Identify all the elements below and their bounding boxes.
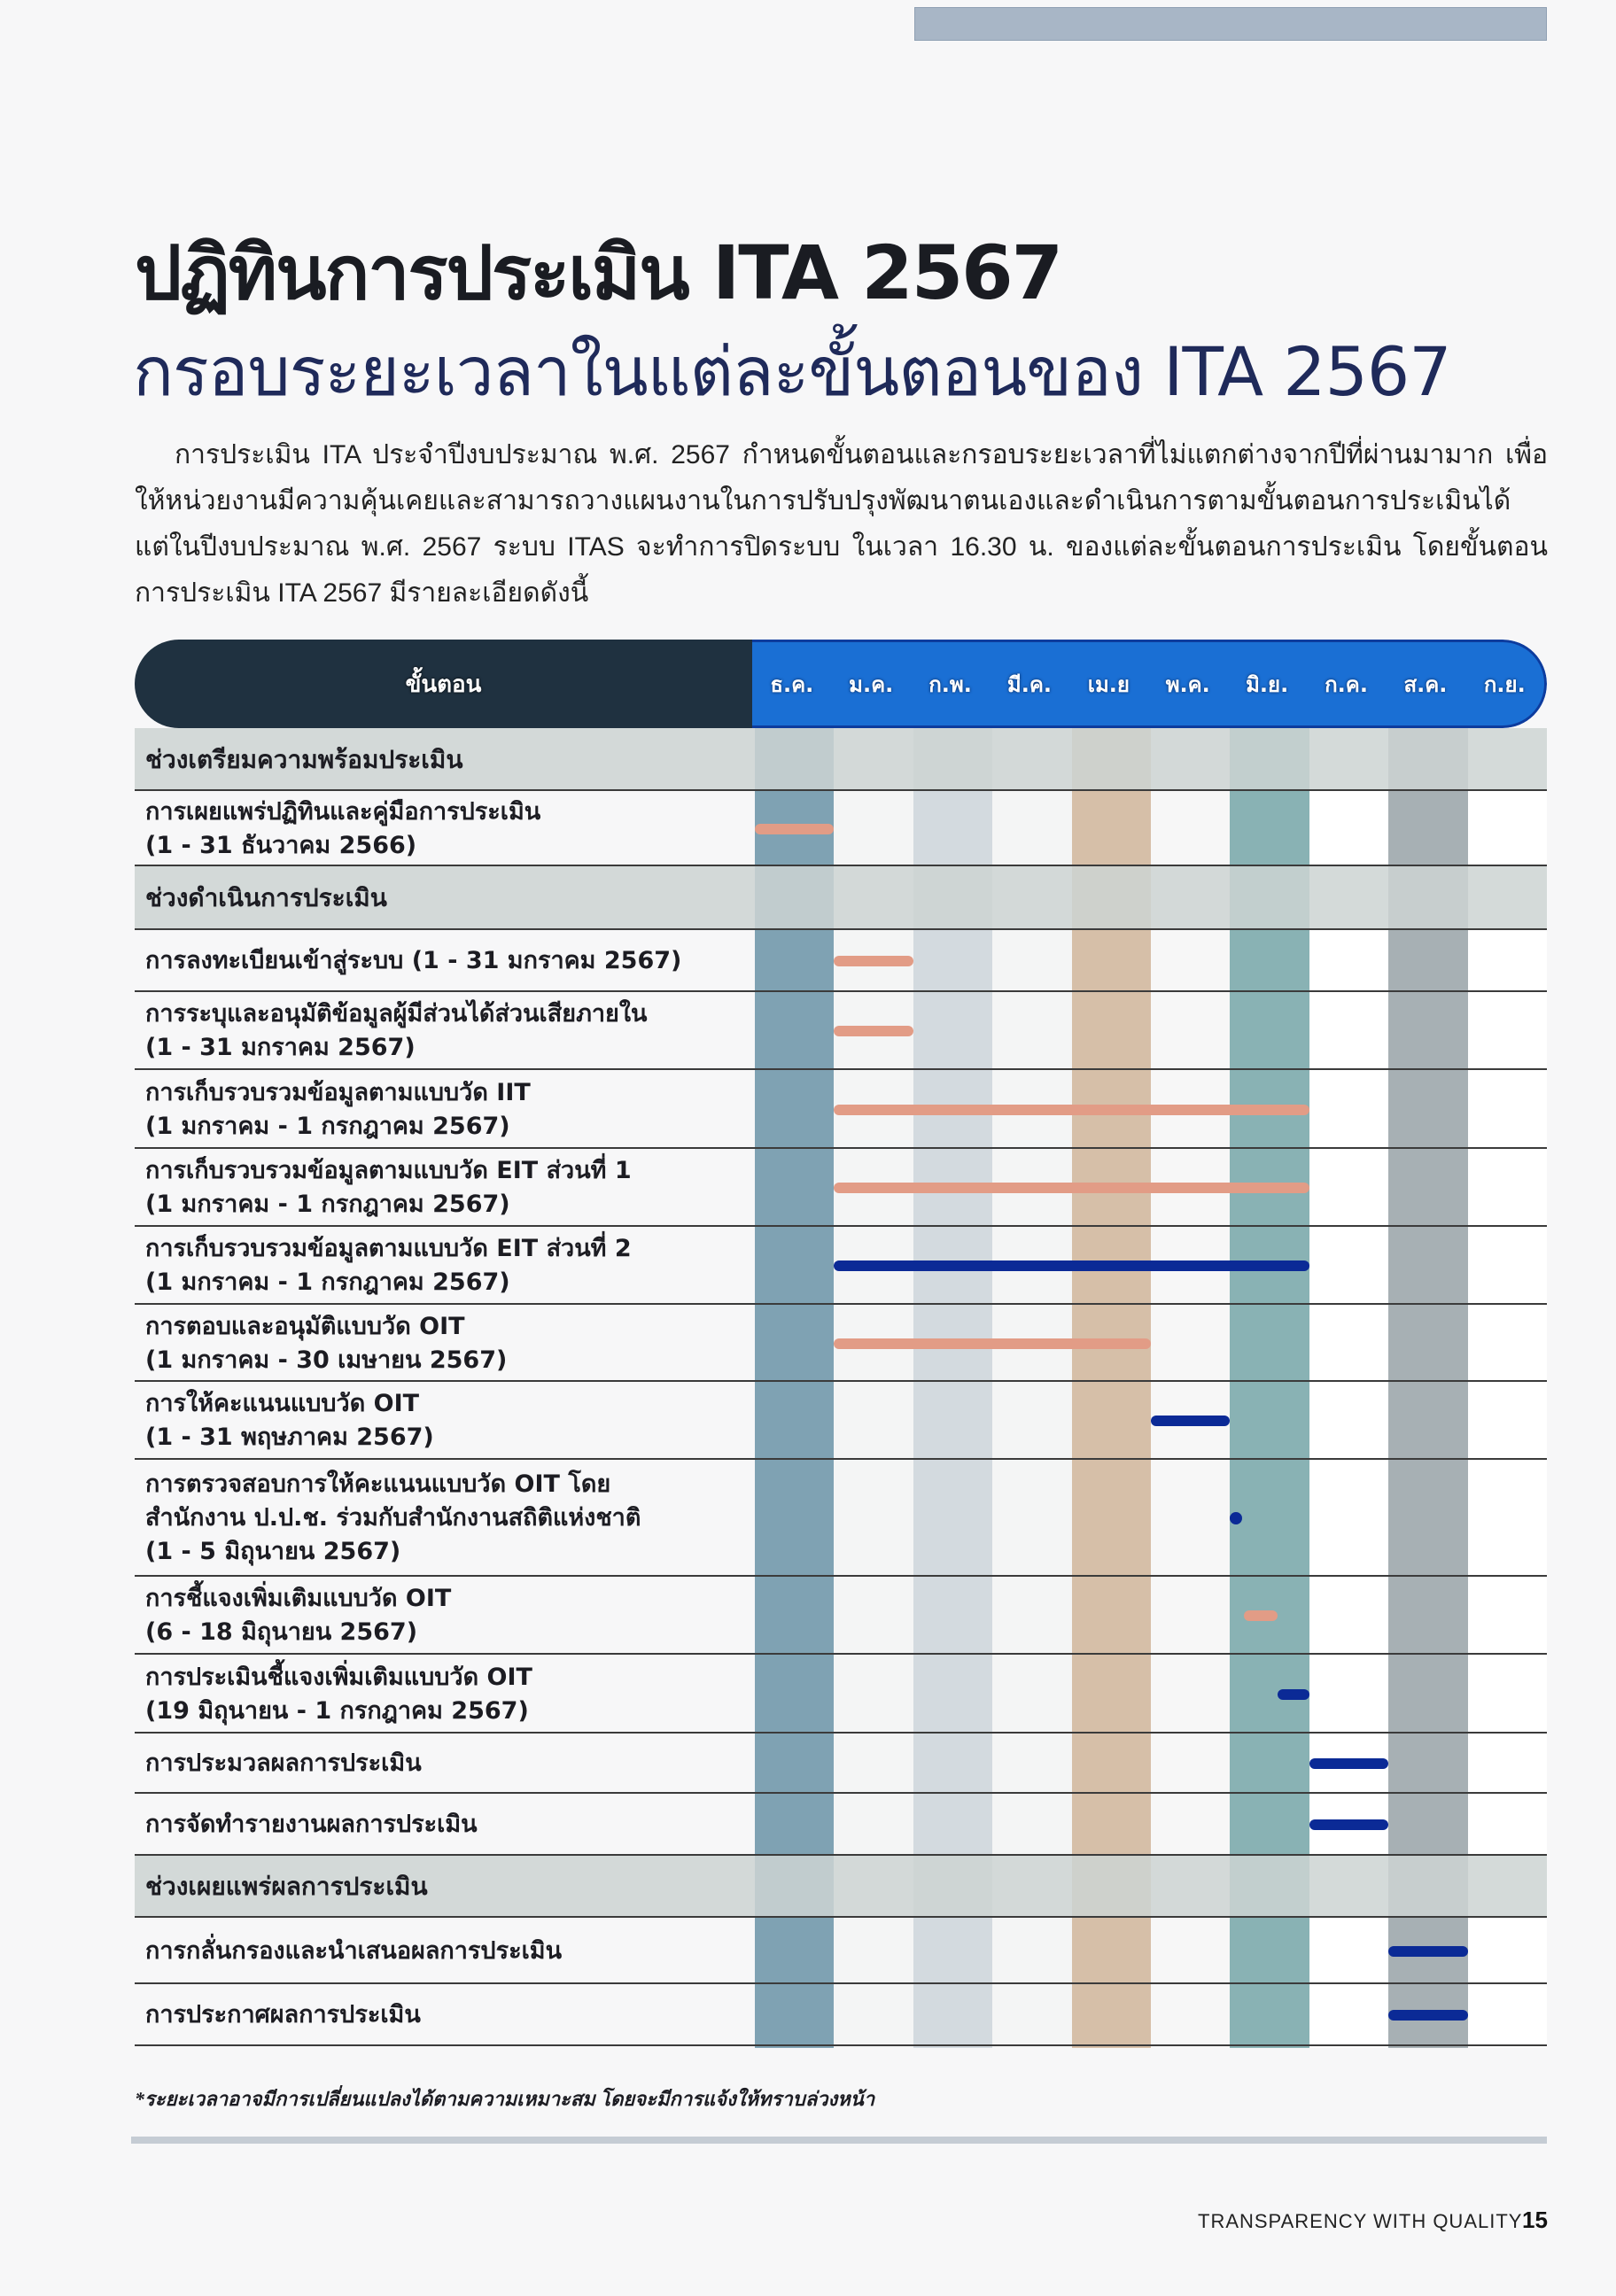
step-title: การตรวจสอบการให้คะแนนแบบวัด OIT โดยสำนักงาน ป.ป.ช. ร่วมกับสำนักงานสถิติแห่งชาติ (145, 1470, 641, 1532)
footer-divider (131, 2137, 1547, 2144)
step-dates: (1 มกราคม - 1 กรกฎาคม 2567) (145, 1112, 510, 1140)
timeline-bar (1151, 1416, 1230, 1426)
footnote: *ระยะเวลาอาจมีการเปลี่ยนแปลงได้ตามความเหมาะสม โดยจะมีการแจ้งให้ทราบล่วงหน้า (135, 2088, 875, 2110)
step-row (135, 930, 1547, 992)
step-title: การประมวลผลการประเมิน (145, 1749, 422, 1777)
step-title: ช่วงเผยแพร่ผลการประเมิน (145, 1872, 428, 1901)
section-row (135, 866, 1547, 930)
step-title: การระบุและอนุมัติข้อมูลผู้มีส่วนได้ส่วนเสียภายใน (145, 1000, 648, 1028)
step-label (145, 1232, 632, 1299)
step-label (145, 1387, 434, 1454)
step-label (145, 1154, 632, 1222)
timeline-bar (1278, 1689, 1309, 1700)
step-row (135, 1577, 1547, 1655)
step-dates: (1 มกราคม - 30 เมษายน 2567) (145, 1346, 508, 1374)
step-label (145, 1998, 421, 2032)
step-row (135, 791, 1547, 866)
step-label (145, 1661, 532, 1728)
section-label (145, 743, 462, 777)
step-dates: (1 - 5 มิถุนายน 2567) (145, 1538, 401, 1565)
step-label (145, 1582, 451, 1649)
step-dates: (1 มกราคม - 1 กรกฎาคม 2567) (145, 1191, 510, 1218)
footer-text: TRANSPARENCY WITH QUALITY (1198, 2210, 1523, 2232)
step-label (145, 795, 540, 863)
timeline-bar (834, 1105, 1309, 1115)
step-title: การกลั่นกรองและนำเสนอผลการประเมิน (145, 1936, 563, 1965)
step-row (135, 1918, 1547, 1984)
step-title: การให้คะแนนแบบวัด OIT (145, 1390, 420, 1417)
month-header: มี.ค. (1006, 671, 1053, 697)
month-header: พ.ค. (1165, 671, 1210, 697)
step-title: การลงทะเบียนเข้าสู่ระบบ (1 - 31 มกราคม 2567) (145, 947, 682, 974)
step-title: การเก็บรวบรวมข้อมูลตามแบบวัด EIT ส่วนที่ 1 (145, 1157, 632, 1184)
step-label (145, 1468, 641, 1569)
step-row (135, 1734, 1547, 1794)
step-title: ช่วงดำเนินการประเมิน (145, 883, 387, 912)
step-row (135, 1984, 1547, 2046)
month-header: ก.พ. (928, 671, 972, 697)
step-row (135, 1149, 1547, 1227)
section-label (145, 1870, 428, 1904)
step-title: การเก็บรวบรวมข้อมูลตามแบบวัด EIT ส่วนที่ 2 (145, 1235, 632, 1262)
step-dates: (1 - 31 มกราคม 2567) (145, 1034, 416, 1061)
section-row (135, 1856, 1547, 1918)
top-decorative-bar (914, 7, 1547, 41)
step-title: การตอบและอนุมัติแบบวัด OIT (145, 1312, 465, 1340)
step-label (145, 1808, 478, 1842)
step-title: การชี้แจงเพิ่มเติมแบบวัด OIT (145, 1585, 452, 1612)
timeline-bar (834, 1338, 1151, 1349)
month-header: ส.ค. (1403, 671, 1448, 697)
step-label (145, 1935, 562, 1968)
step-dates: (19 มิถุนายน - 1 กรกฎาคม 2567) (145, 1696, 529, 1725)
intro-paragraph: การประเมิน ITA ประจำปีงบประมาณ พ.ศ. 2567 กำหนดขั้นตอนและกรอบระยะเวลาที่ไม่แตกต่างจากปีที่ผ่านมามาก เพื่อให้หน่วยงานมีความคุ้นเคยและสามารถวางแผนงานในการปรับปรุงพัฒนาตนเองและดำเนินการตามขั้นตอนการประเมินได้ แต่ในปีงบประมาณ พ.ศ. 2567 ระบบ ITAS จะทำการปิดระบบ ในเวลา 16.30 น. ของแต่ละขั้นตอนการประเมิน โดยขั้นตอนการประเมิน ITA 2567 มีรายละเอียดดังนี้ (135, 440, 1548, 608)
timeline-bar (834, 1183, 1309, 1193)
page-number: 15 (1522, 2207, 1548, 2233)
step-row (135, 992, 1547, 1070)
month-header-row (752, 640, 1547, 728)
timeline-bar (834, 956, 913, 966)
step-row (135, 1305, 1547, 1382)
step-row (135, 1794, 1547, 1856)
step-row (135, 1382, 1547, 1460)
step-dates: (6 - 18 มิถุนายน 2567) (145, 1618, 418, 1646)
step-dates: (1 - 31 ธันวาคม 2566) (145, 831, 417, 859)
month-header: ม.ค. (849, 671, 894, 697)
step-row (135, 1227, 1547, 1305)
timeline-bar (1388, 1946, 1467, 1957)
step-title: การเผยแพร่ปฏิทินและคู่มือการประเมิน (145, 797, 541, 826)
month-header: ก.ค. (1325, 671, 1368, 697)
timeline-bar (834, 1260, 1309, 1271)
month-header: ธ.ค. (770, 671, 814, 697)
step-label (145, 1747, 422, 1780)
step-dates: (1 มกราคม - 1 กรกฎาคม 2567) (145, 1268, 510, 1296)
step-title: การประเมินชี้แจงเพิ่มเติมแบบวัด OIT (145, 1663, 532, 1691)
step-title: การเก็บรวบรวมข้อมูลตามแบบวัด IIT (145, 1078, 531, 1106)
step-label (145, 997, 648, 1065)
step-title: การจัดทำรายงานผลการประเมิน (145, 1811, 478, 1838)
step-label (145, 1076, 531, 1144)
timeline-dot-marker (1230, 1512, 1242, 1524)
month-header: มิ.ย. (1246, 671, 1289, 697)
timeline-bar (1309, 1758, 1388, 1769)
timeline-bar (1309, 1819, 1388, 1830)
step-column-header: ขั้นตอน (135, 640, 752, 728)
step-label (145, 1310, 507, 1377)
timeline-bar (834, 1026, 913, 1036)
step-dates: (1 - 31 พฤษภาคม 2567) (145, 1423, 434, 1451)
timeline-bar (1244, 1610, 1278, 1621)
timeline-header (135, 640, 1547, 728)
step-row (135, 1460, 1547, 1577)
timeline-bar (1388, 2010, 1467, 2021)
month-header: ก.ย. (1483, 671, 1526, 697)
step-row (135, 1655, 1547, 1734)
step-label (145, 944, 681, 978)
step-row (135, 1070, 1547, 1149)
page-title: ปฏิทินการประเมิน ITA 2567 (135, 229, 1062, 316)
timeline-bar (755, 824, 834, 834)
timeline-table (135, 640, 1547, 2048)
section-label (145, 881, 387, 915)
month-header: เม.ย (1087, 671, 1130, 697)
step-title: ช่วงเตรียมความพร้อมประเมิน (145, 744, 463, 774)
step-title: การประกาศผลการประเมิน (145, 2001, 421, 2028)
section-row (135, 728, 1547, 791)
page-subtitle: กรอบระยะเวลาในแต่ละขั้นตอนของ ITA 2567 (133, 332, 1451, 411)
